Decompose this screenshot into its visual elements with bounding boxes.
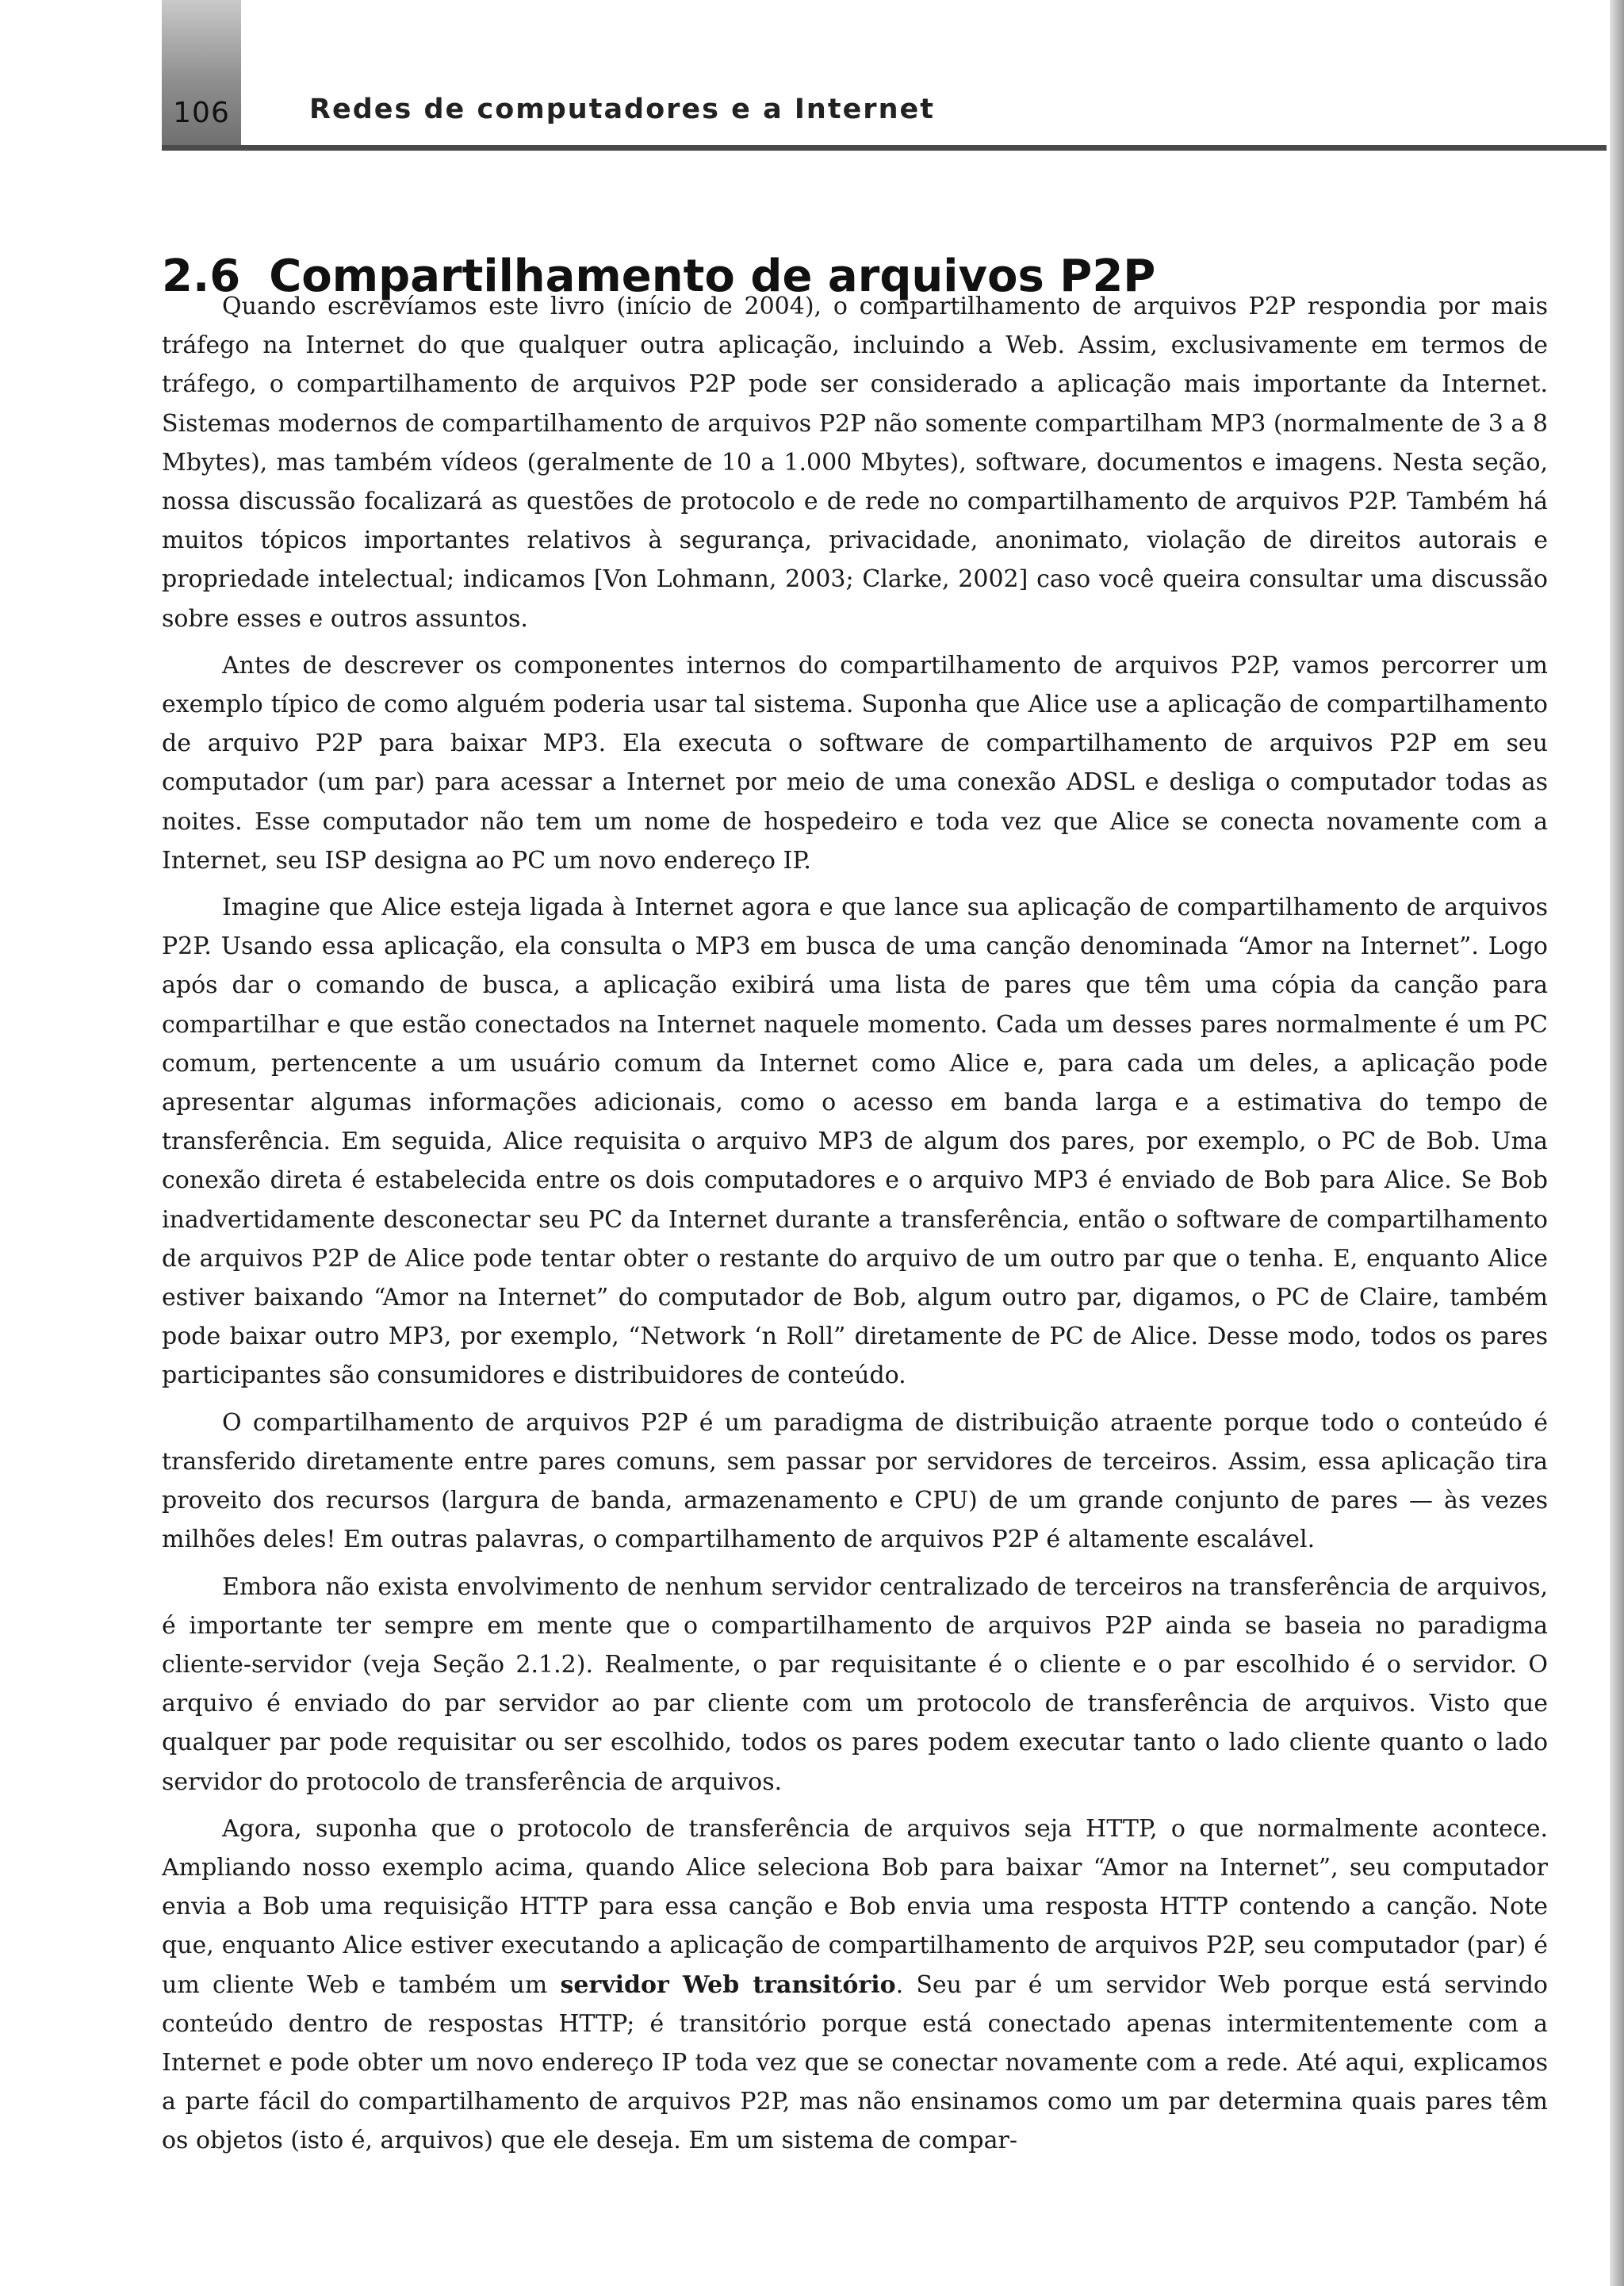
body-text: [162, 287, 1548, 2169]
paragraph-text: . Seu par é um servidor Web porque está servindo conteúdo dentro de respostas HTTP; é transitório porque está conectado apenas intermitentemente com a Internet e pode obter um novo endereço IP toda vez que se conectar novamente com a rede. Até aqui, explicamos a parte fácil do compartilhamento de arquivos P2P, mas não ensinamos como um par determina quais pares têm os objetos (isto é, arquivos) que ele deseja. Em um sistema de compar-: [162, 1970, 1548, 2155]
paragraph: Quando escrevíamos este livro (início de 2004), o compartilhamento de arquivos P2P respondia por mais tráfego na Internet do que qualquer outra aplicação, incluindo a Web. Assim, exclusivamente em termos de tráfego, o compartilhamento de arquivos P2P pode ser considerado a aplicação mais importante da Internet. Sistemas modernos de compartilhamento de arquivos P2P não somente compartilham MP3 (normalmente de 3 a 8 Mbytes), mas também vídeos (geralmente de 10 a 1.000 Mbytes), software, documentos e imagens. Nesta seção, nossa discussão focalizará as questões de protocolo e de rede no compartilhamento de arquivos P2P. Também há muitos tópicos importantes relativos à segurança, privacidade, anonimato, violação de direitos autorais e propriedade intelectual; indicamos [Von Lohmann, 2003; Clarke, 2002] caso você queira consultar uma discussão sobre esses e outros assuntos.: [162, 293, 1548, 633]
page-number: 106: [173, 96, 230, 129]
scan-edge: [1610, 0, 1624, 2286]
paragraph: Embora não exista envolvimento de nenhum servidor centralizado de terceiros na transferência de arquivos, é importante ter sempre em mente que o compartilhamento de arquivos P2P ainda se baseia no paradigma cliente-servidor (veja Seção 2.1.2). Realmente, o par requisitante é o cliente e o par escolhido é o servidor. O arquivo é enviado do par servidor ao par cliente com um protocolo de transferência de arquivos. Visto que qualquer par pode requisitar ou ser escolhido, todos os pares podem executar tanto o lado cliente quanto o lado servidor do protocolo de transferência de arquivos.: [162, 1572, 1548, 1796]
paragraph: Antes de descrever os componentes internos do compartilhamento de arquivos P2P, vamos percorrer um exemplo típico de como alguém poderia usar tal sistema. Suponha que Alice use a aplicação de compartilhamento de arquivo P2P para baixar MP3. Ela executa o software de compartilhamento de arquivos P2P em seu computador (um par) para acessar a Internet por meio de uma conexão ADSL e desliga o computador todas as noites. Esse computador não tem um nome de hospedeiro e toda vez que Alice se conecta novamente com a Internet, seu ISP designa ao PC um novo endereço IP.: [162, 651, 1548, 875]
section-number: 2.6: [162, 250, 241, 302]
paragraph-text: Agora, suponha que o protocolo de transferência de arquivos seja HTTP, o que normalmente acontece. Ampliando nosso exemplo acima, quando Alice seleciona Bob para baixar “Amor na Internet”, seu computador envia a Bob uma requisição HTTP para essa canção e Bob envia uma resposta HTTP contendo a canção. Note que, enquanto Alice estiver executando a aplicação de compartilhamento de arquivos P2P, seu computador (par) é um cliente Web e também um: [162, 1814, 1548, 1999]
bold-term: servidor Web transitório: [560, 1970, 896, 1999]
running-head: Redes de computadores e a Internet: [309, 94, 935, 125]
paragraph: O compartilhamento de arquivos P2P é um paradigma de distribuição atraente porque todo o conteúdo é transferido diretamente entre pares comuns, sem passar por servidores de terceiros. Assim, essa aplicação tira proveito dos recursos (largura de banda, armazenamento e CPU) de um grande conjunto de pares — às vezes milhões deles! Em outras palavras, o compartilhamento de arquivos P2P é altamente escalável.: [162, 1408, 1548, 1554]
paragraph: [162, 1809, 1548, 2161]
section-title: Compartilhamento de arquivos P2P: [269, 250, 1156, 302]
header-rule: [162, 145, 1607, 151]
paragraph: Imagine que Alice esteja ligada à Internet agora e que lance sua aplicação de compartilhamento de arquivos P2P. Usando essa aplicação, ela consulta o MP3 em busca de uma canção denominada “Amor na Internet”. Logo após dar o comando de busca, a aplicação exibirá uma lista de pares que têm uma cópia da canção para compartilhar e que estão conectados na Internet naquele momento. Cada um desses pares normalmente é um PC comum, pertencente a um usuário comum da Internet como Alice e, para cada um deles, a aplicação pode apresentar algumas informações adicionais, como o acesso em banda larga e a estimativa do tempo de transferência. Em seguida, Alice requisita o arquivo MP3 de algum dos pares, por exemplo, o PC de Bob. Uma conexão direta é estabelecida entre os dois computadores e o arquivo MP3 é enviado de Bob para Alice. Se Bob inadvertidamente desconectar seu PC da Internet durante a transferência, então o software de compartilhamento de arquivos P2P de Alice pode tentar obter o restante do arquivo de um outro par que o tenha. E, enquanto Alice estiver baixando “Amor na Internet” do computador de Bob, algum outro par, digamos, o PC de Claire, também pode baixar outro MP3, por exemplo, “Network ‘n Roll” diretamente de PC de Alice. Desse modo, todos os pares participantes são consumidores e distribuidores de conteúdo.: [162, 894, 1548, 1390]
